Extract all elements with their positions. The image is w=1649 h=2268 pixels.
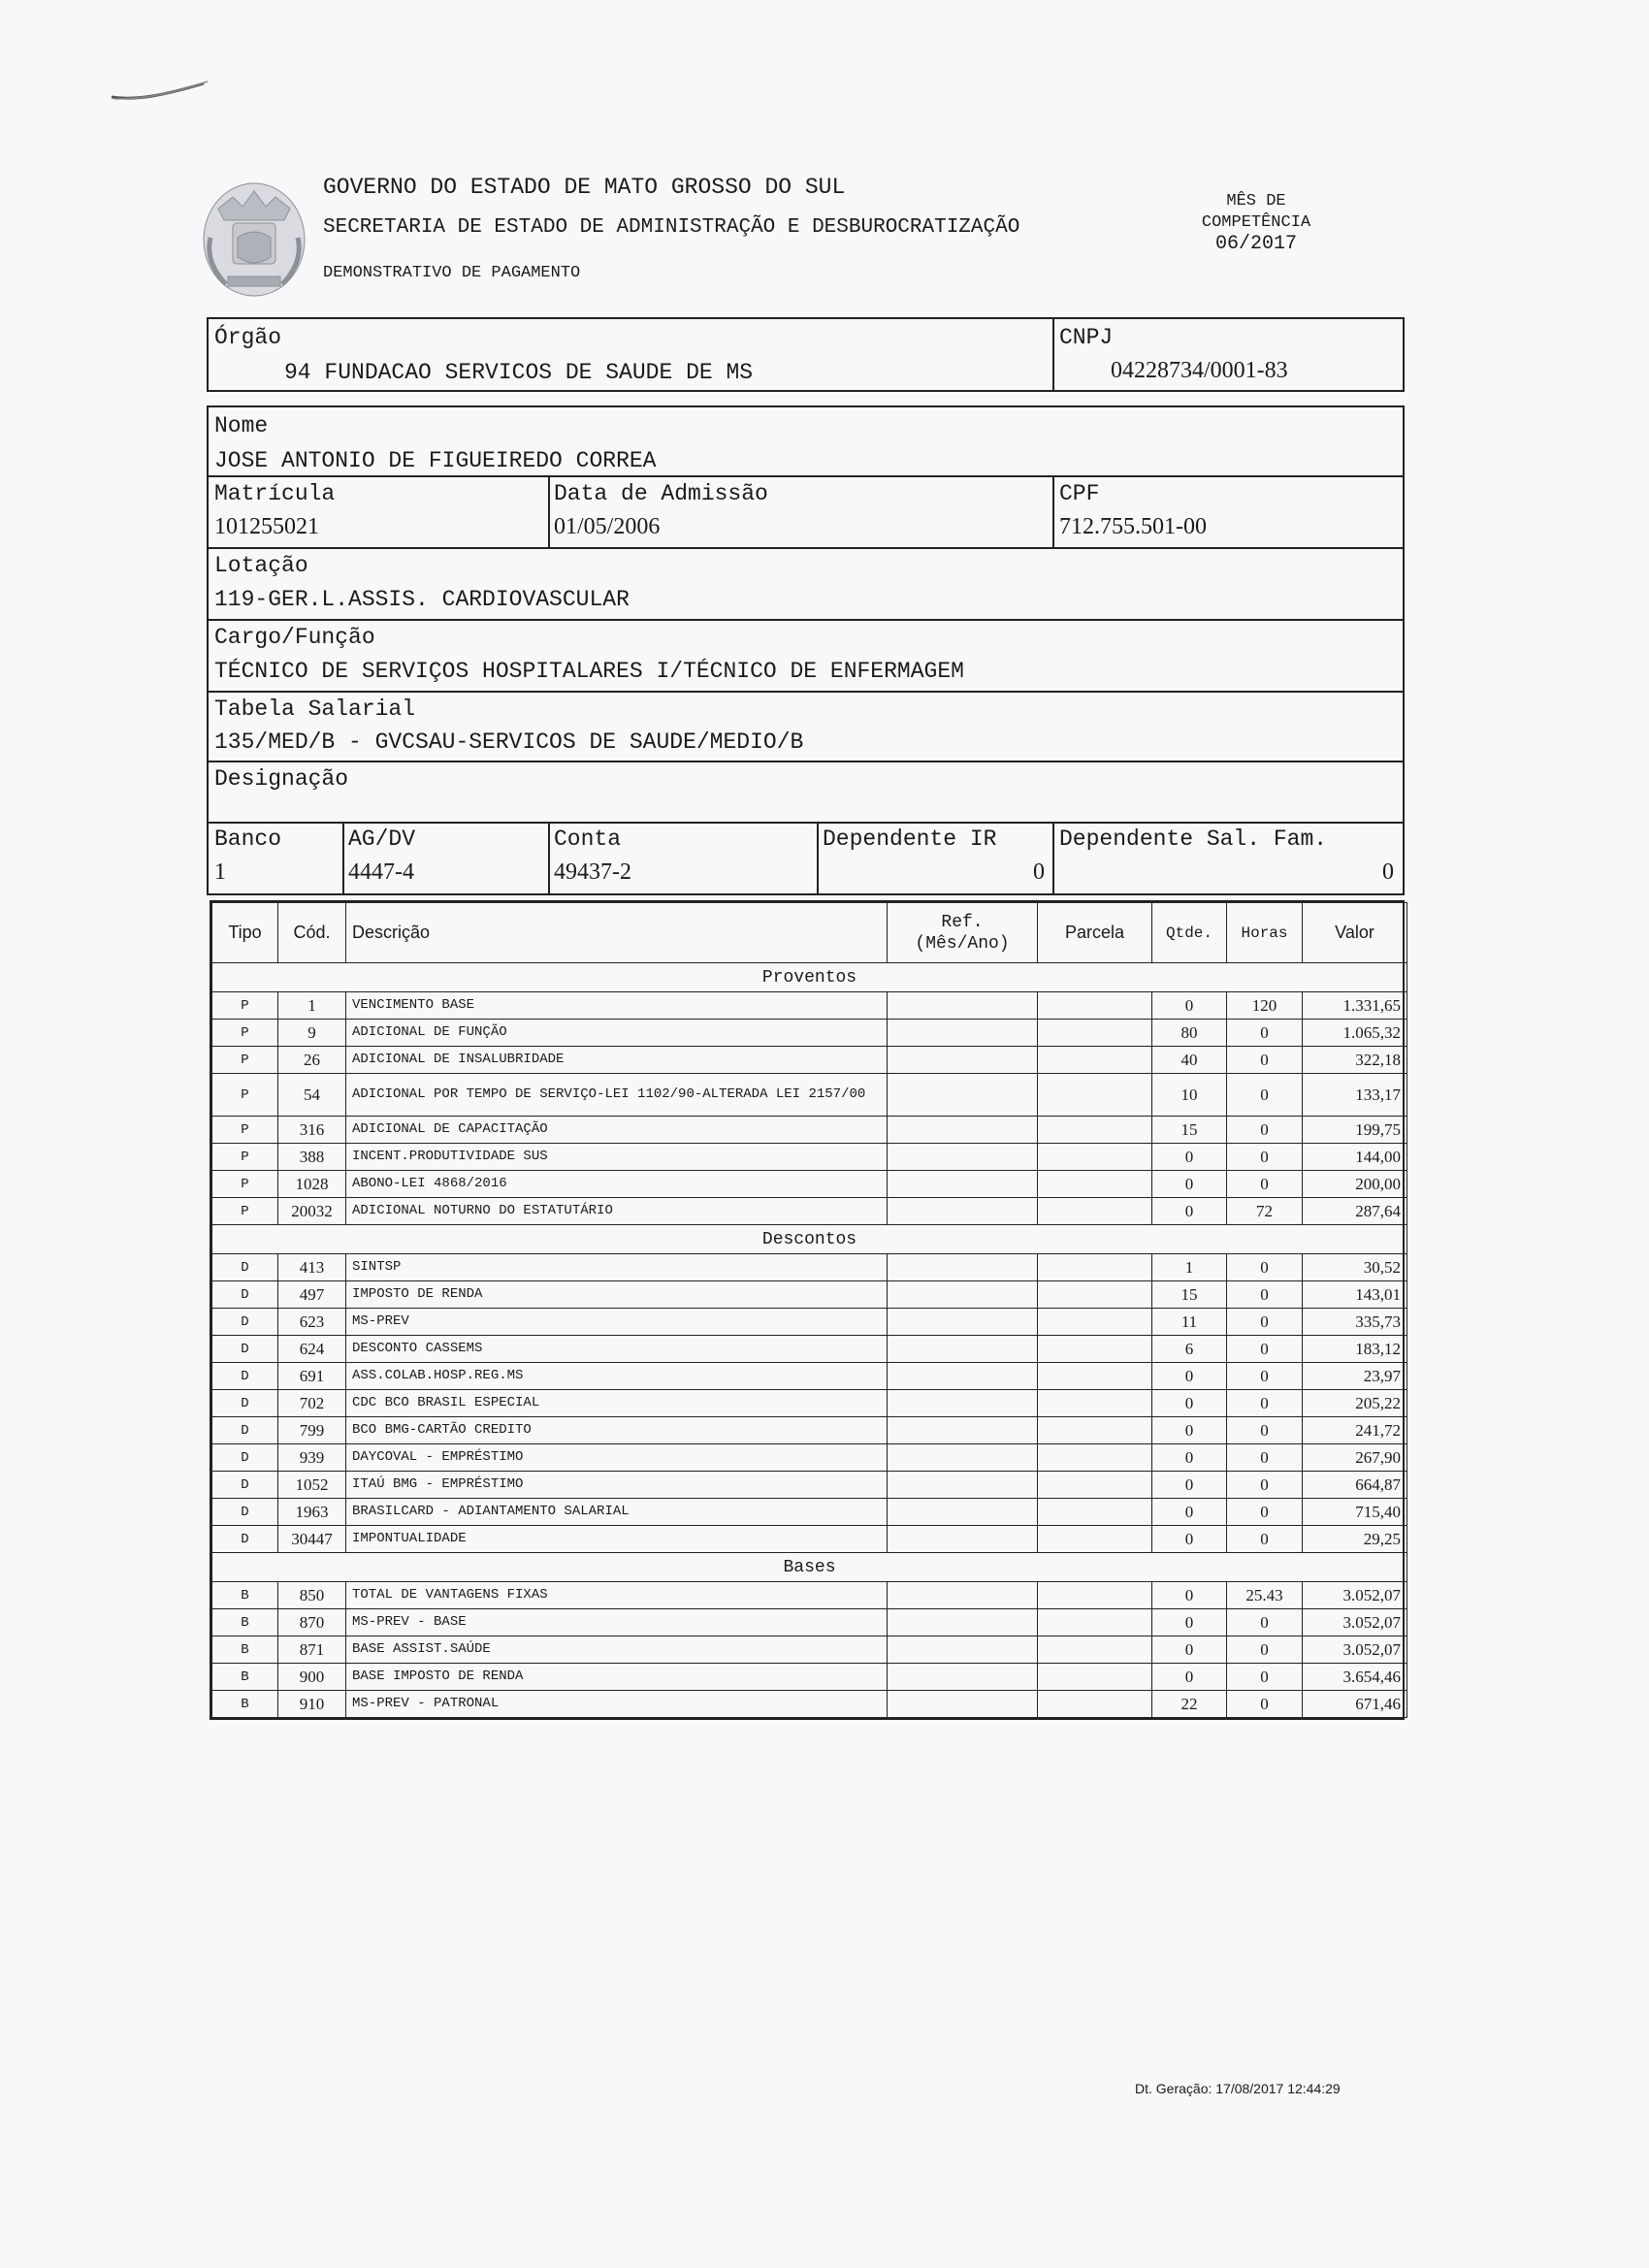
- cell-ref: [888, 1117, 1038, 1144]
- generation-date: Dt. Geração: 17/08/2017 12:44:29: [1135, 2081, 1341, 2096]
- col-parcela: Parcela: [1038, 903, 1152, 963]
- cell-qtde: 0: [1152, 1390, 1227, 1417]
- banco-value: 1: [214, 859, 226, 885]
- cell-parcela: [1038, 1117, 1152, 1144]
- cell-tipo: P: [212, 1171, 278, 1198]
- cell-valor: 1.331,65: [1303, 992, 1407, 1020]
- cell-horas: 0: [1227, 1020, 1303, 1047]
- cell-cod: 1052: [278, 1472, 346, 1499]
- competencia-label-1: MÊS DE: [1226, 192, 1286, 211]
- cell-desc: ITAÚ BMG - EMPRÉSTIMO: [346, 1472, 888, 1499]
- cell-ref: [888, 1363, 1038, 1390]
- col-ref: [888, 903, 1038, 963]
- cell-ref: [888, 1336, 1038, 1363]
- cell-desc: BRASILCARD - ADIANTAMENTO SALARIAL: [346, 1499, 888, 1526]
- cell-qtde: 0: [1152, 1526, 1227, 1553]
- table-row: [212, 1363, 1407, 1390]
- cell-cod: 870: [278, 1609, 346, 1636]
- cell-valor: 30,52: [1303, 1254, 1407, 1281]
- cell-cod: 26: [278, 1047, 346, 1074]
- table-row: [212, 1526, 1407, 1553]
- cell-tipo: P: [212, 992, 278, 1020]
- cell-parcela: [1038, 1390, 1152, 1417]
- cell-tipo: B: [212, 1636, 278, 1664]
- cell-valor: 199,75: [1303, 1117, 1407, 1144]
- lotacao-label: Lotação: [214, 553, 308, 578]
- section-title: Bases: [212, 1553, 1407, 1582]
- cell-valor: 241,72: [1303, 1417, 1407, 1444]
- cell-tipo: D: [212, 1526, 278, 1553]
- cell-valor: 3.052,07: [1303, 1582, 1407, 1609]
- section-header: [212, 963, 1407, 992]
- cell-horas: 25.43: [1227, 1582, 1303, 1609]
- cell-cod: 20032: [278, 1198, 346, 1225]
- table-row: [212, 1254, 1407, 1281]
- cell-parcela: [1038, 1363, 1152, 1390]
- cell-horas: 0: [1227, 1309, 1303, 1336]
- cell-parcela: [1038, 1636, 1152, 1664]
- dep-ir-label: Dependente IR: [823, 826, 997, 852]
- table-row: [212, 1309, 1407, 1336]
- designacao-label: Designação: [214, 766, 349, 792]
- cell-desc: IMPOSTO DE RENDA: [346, 1281, 888, 1309]
- cell-horas: 120: [1227, 992, 1303, 1020]
- cell-cod: 850: [278, 1582, 346, 1609]
- cell-parcela: [1038, 1074, 1152, 1117]
- competencia-label-2: COMPETÊNCIA: [1201, 213, 1311, 232]
- cell-horas: 0: [1227, 1417, 1303, 1444]
- cell-qtde: 0: [1152, 1417, 1227, 1444]
- cell-qtde: 40: [1152, 1047, 1227, 1074]
- table-row: [212, 1074, 1407, 1117]
- cell-tipo: D: [212, 1363, 278, 1390]
- cell-horas: 0: [1227, 1499, 1303, 1526]
- cell-horas: 0: [1227, 1117, 1303, 1144]
- cell-parcela: [1038, 1444, 1152, 1472]
- table-row: [212, 1390, 1407, 1417]
- tabela-label: Tabela Salarial: [214, 697, 416, 722]
- table-row: [212, 1609, 1407, 1636]
- cell-horas: 0: [1227, 1254, 1303, 1281]
- cargo-label: Cargo/Função: [214, 625, 375, 650]
- admissao-label: Data de Admissão: [554, 481, 768, 506]
- cell-cod: 691: [278, 1363, 346, 1390]
- dep-ir-value: 0: [1033, 859, 1045, 885]
- cell-qtde: 15: [1152, 1281, 1227, 1309]
- cell-horas: 0: [1227, 1526, 1303, 1553]
- cargo-value: TÉCNICO DE SERVIÇOS HOSPITALARES I/TÉCNICO DE ENFERMAGEM: [214, 659, 964, 684]
- cell-valor: 23,97: [1303, 1363, 1407, 1390]
- cell-horas: 0: [1227, 1691, 1303, 1718]
- cell-cod: 939: [278, 1444, 346, 1472]
- cell-parcela: [1038, 1582, 1152, 1609]
- cell-valor: 664,87: [1303, 1472, 1407, 1499]
- orgao-value: 94 FUNDACAO SERVICOS DE SAUDE DE MS: [284, 360, 754, 385]
- payment-table: [210, 900, 1405, 1720]
- table-row: [212, 992, 1407, 1020]
- table-row: [212, 1171, 1407, 1198]
- cell-qtde: 22: [1152, 1691, 1227, 1718]
- table-row: [212, 1664, 1407, 1691]
- conta-label: Conta: [554, 826, 622, 852]
- agdv-label: AG/DV: [348, 826, 416, 852]
- cell-ref: [888, 1691, 1038, 1718]
- cell-qtde: 0: [1152, 1664, 1227, 1691]
- tabela-value: 135/MED/B - GVCSAU-SERVICOS DE SAUDE/MEDIO/B: [214, 729, 804, 755]
- table-row: [212, 1499, 1407, 1526]
- cell-desc: DESCONTO CASSEMS: [346, 1336, 888, 1363]
- cell-cod: 1963: [278, 1499, 346, 1526]
- cell-cod: 623: [278, 1309, 346, 1336]
- cell-cod: 9: [278, 1020, 346, 1047]
- cell-valor: 143,01: [1303, 1281, 1407, 1309]
- cell-desc: ABONO-LEI 4868/2016: [346, 1171, 888, 1198]
- cell-ref: [888, 1609, 1038, 1636]
- cell-ref: [888, 1020, 1038, 1047]
- cell-horas: 0: [1227, 1444, 1303, 1472]
- cell-cod: 413: [278, 1254, 346, 1281]
- cell-qtde: 0: [1152, 992, 1227, 1020]
- cell-desc: INCENT.PRODUTIVIDADE SUS: [346, 1144, 888, 1171]
- cell-parcela: [1038, 1609, 1152, 1636]
- cell-tipo: B: [212, 1609, 278, 1636]
- cell-desc: BCO BMG-CARTÃO CREDITO: [346, 1417, 888, 1444]
- cell-desc: MS-PREV - BASE: [346, 1609, 888, 1636]
- cell-desc: ADICIONAL DE CAPACITAÇÃO: [346, 1117, 888, 1144]
- cell-tipo: D: [212, 1254, 278, 1281]
- cell-tipo: B: [212, 1664, 278, 1691]
- cell-cod: 900: [278, 1664, 346, 1691]
- cell-qtde: 0: [1152, 1171, 1227, 1198]
- nome-value: JOSE ANTONIO DE FIGUEIREDO CORREA: [214, 448, 657, 473]
- cell-ref: [888, 1198, 1038, 1225]
- cell-ref: [888, 1417, 1038, 1444]
- table-row: [212, 1582, 1407, 1609]
- cell-horas: 0: [1227, 1047, 1303, 1074]
- cell-parcela: [1038, 1664, 1152, 1691]
- cell-desc: ADICIONAL POR TEMPO DE SERVIÇO-LEI 1102/90-ALTERADA LEI 2157/00: [346, 1074, 888, 1117]
- col-ref-2: (Mês/Ano): [915, 933, 1010, 954]
- cell-valor: 144,00: [1303, 1144, 1407, 1171]
- col-cod: Cód.: [278, 903, 346, 963]
- cell-parcela: [1038, 1254, 1152, 1281]
- cell-valor: 1.065,32: [1303, 1020, 1407, 1047]
- cpf-label: CPF: [1059, 481, 1100, 506]
- cell-ref: [888, 1526, 1038, 1553]
- cell-qtde: 10: [1152, 1074, 1227, 1117]
- cell-horas: 0: [1227, 1472, 1303, 1499]
- section-header: [212, 1225, 1407, 1254]
- cell-qtde: 6: [1152, 1336, 1227, 1363]
- cell-qtde: 0: [1152, 1499, 1227, 1526]
- cell-qtde: 0: [1152, 1144, 1227, 1171]
- cell-qtde: 0: [1152, 1198, 1227, 1225]
- cell-desc: ADICIONAL DE FUNÇÃO: [346, 1020, 888, 1047]
- cell-cod: 799: [278, 1417, 346, 1444]
- table-header: [212, 903, 1407, 963]
- cell-valor: 267,90: [1303, 1444, 1407, 1472]
- cell-desc: ADICIONAL NOTURNO DO ESTATUTÁRIO: [346, 1198, 888, 1225]
- cell-cod: 1: [278, 992, 346, 1020]
- col-desc: Descrição: [346, 903, 888, 963]
- matricula-value: 101255021: [214, 514, 319, 539]
- cell-ref: [888, 1472, 1038, 1499]
- cpf-value: 712.755.501-00: [1059, 514, 1207, 539]
- cell-valor: 3.654,46: [1303, 1664, 1407, 1691]
- cell-qtde: 1: [1152, 1254, 1227, 1281]
- cell-qtde: 15: [1152, 1117, 1227, 1144]
- cell-qtde: 0: [1152, 1609, 1227, 1636]
- cell-horas: 0: [1227, 1363, 1303, 1390]
- cell-desc: BASE IMPOSTO DE RENDA: [346, 1664, 888, 1691]
- cell-tipo: P: [212, 1198, 278, 1225]
- cell-desc: BASE ASSIST.SAÚDE: [346, 1636, 888, 1664]
- cell-ref: [888, 1444, 1038, 1472]
- table-row: [212, 1472, 1407, 1499]
- cell-tipo: D: [212, 1309, 278, 1336]
- competencia-block: [1159, 191, 1353, 255]
- cell-desc: CDC BCO BRASIL ESPECIAL: [346, 1390, 888, 1417]
- cell-desc: MS-PREV: [346, 1309, 888, 1336]
- cell-cod: 910: [278, 1691, 346, 1718]
- orgao-label: Órgão: [214, 325, 282, 350]
- dep-sf-value: 0: [1382, 859, 1394, 885]
- cell-ref: [888, 1047, 1038, 1074]
- cell-horas: 0: [1227, 1609, 1303, 1636]
- table-row: [212, 1636, 1407, 1664]
- pen-mark: [107, 76, 213, 105]
- cell-tipo: D: [212, 1472, 278, 1499]
- cell-ref: [888, 1171, 1038, 1198]
- cell-horas: 72: [1227, 1198, 1303, 1225]
- cell-ref: [888, 1074, 1038, 1117]
- cell-horas: 0: [1227, 1281, 1303, 1309]
- cell-cod: 497: [278, 1281, 346, 1309]
- cell-cod: 388: [278, 1144, 346, 1171]
- table-row: [212, 1117, 1407, 1144]
- cell-tipo: P: [212, 1074, 278, 1117]
- cell-valor: 715,40: [1303, 1499, 1407, 1526]
- col-tipo: Tipo: [212, 903, 278, 963]
- cell-tipo: P: [212, 1047, 278, 1074]
- cell-cod: 316: [278, 1117, 346, 1144]
- cell-horas: 0: [1227, 1390, 1303, 1417]
- cell-parcela: [1038, 1336, 1152, 1363]
- nome-label: Nome: [214, 413, 269, 438]
- col-horas: Horas: [1227, 903, 1303, 963]
- table-row: [212, 1144, 1407, 1171]
- cell-tipo: D: [212, 1444, 278, 1472]
- cell-tipo: P: [212, 1144, 278, 1171]
- cell-tipo: B: [212, 1691, 278, 1718]
- dep-sf-label: Dependente Sal. Fam.: [1059, 826, 1328, 852]
- cell-tipo: B: [212, 1582, 278, 1609]
- table-row: [212, 1444, 1407, 1472]
- cell-valor: 133,17: [1303, 1074, 1407, 1117]
- cell-desc: ASS.COLAB.HOSP.REG.MS: [346, 1363, 888, 1390]
- cell-tipo: D: [212, 1336, 278, 1363]
- table-row: [212, 1047, 1407, 1074]
- cell-qtde: 0: [1152, 1636, 1227, 1664]
- table-row: [212, 1417, 1407, 1444]
- section-title: Proventos: [212, 963, 1407, 992]
- cell-parcela: [1038, 1499, 1152, 1526]
- cell-valor: 29,25: [1303, 1526, 1407, 1553]
- table-row: [212, 1336, 1407, 1363]
- cell-qtde: 11: [1152, 1309, 1227, 1336]
- cell-valor: 322,18: [1303, 1047, 1407, 1074]
- cell-parcela: [1038, 1309, 1152, 1336]
- table-row: [212, 1198, 1407, 1225]
- cell-ref: [888, 1582, 1038, 1609]
- cell-parcela: [1038, 1526, 1152, 1553]
- cell-cod: 702: [278, 1390, 346, 1417]
- cell-desc: IMPONTUALIDADE: [346, 1526, 888, 1553]
- cell-tipo: D: [212, 1499, 278, 1526]
- cell-cod: 1028: [278, 1171, 346, 1198]
- section-header: [212, 1553, 1407, 1582]
- cell-desc: VENCIMENTO BASE: [346, 992, 888, 1020]
- orgao-box: [207, 317, 1405, 392]
- cell-valor: 287,64: [1303, 1198, 1407, 1225]
- cell-ref: [888, 1309, 1038, 1336]
- cell-parcela: [1038, 1281, 1152, 1309]
- table-row: [212, 1691, 1407, 1718]
- cell-tipo: D: [212, 1281, 278, 1309]
- header-government: GOVERNO DO ESTADO DE MATO GROSSO DO SUL: [323, 175, 846, 200]
- header-document-type: DEMONSTRATIVO DE PAGAMENTO: [323, 264, 581, 282]
- cell-valor: 200,00: [1303, 1171, 1407, 1198]
- banco-label: Banco: [214, 826, 282, 852]
- table-row: [212, 1281, 1407, 1309]
- cell-tipo: D: [212, 1390, 278, 1417]
- cell-horas: 0: [1227, 1336, 1303, 1363]
- cell-ref: [888, 1636, 1038, 1664]
- cell-parcela: [1038, 1417, 1152, 1444]
- cell-parcela: [1038, 1144, 1152, 1171]
- cell-qtde: 0: [1152, 1472, 1227, 1499]
- cell-parcela: [1038, 1047, 1152, 1074]
- cell-tipo: P: [212, 1020, 278, 1047]
- cell-ref: [888, 1144, 1038, 1171]
- cell-qtde: 0: [1152, 1582, 1227, 1609]
- cell-horas: 0: [1227, 1636, 1303, 1664]
- cell-qtde: 80: [1152, 1020, 1227, 1047]
- cell-cod: 871: [278, 1636, 346, 1664]
- header-secretariat: SECRETARIA DE ESTADO DE ADMINISTRAÇÃO E DESBUROCRATIZAÇÃO: [323, 216, 1020, 239]
- cell-desc: TOTAL DE VANTAGENS FIXAS: [346, 1582, 888, 1609]
- cell-horas: 0: [1227, 1171, 1303, 1198]
- table-row: [212, 1020, 1407, 1047]
- cell-valor: 205,22: [1303, 1390, 1407, 1417]
- state-crest-icon: [199, 179, 310, 301]
- admissao-value: 01/05/2006: [554, 514, 661, 539]
- cell-parcela: [1038, 992, 1152, 1020]
- cell-ref: [888, 1664, 1038, 1691]
- cell-horas: 0: [1227, 1074, 1303, 1117]
- lotacao-value: 119-GER.L.ASSIS. CARDIOVASCULAR: [214, 587, 630, 612]
- cell-valor: 671,46: [1303, 1691, 1407, 1718]
- cell-ref: [888, 1281, 1038, 1309]
- cell-desc: MS-PREV - PATRONAL: [346, 1691, 888, 1718]
- matricula-label: Matrícula: [214, 481, 336, 506]
- cell-parcela: [1038, 1020, 1152, 1047]
- cell-tipo: D: [212, 1417, 278, 1444]
- cell-cod: 624: [278, 1336, 346, 1363]
- cell-desc: DAYCOVAL - EMPRÉSTIMO: [346, 1444, 888, 1472]
- cnpj-label: CNPJ: [1059, 325, 1114, 350]
- cell-valor: 3.052,07: [1303, 1609, 1407, 1636]
- cell-qtde: 0: [1152, 1363, 1227, 1390]
- cell-valor: 3.052,07: [1303, 1636, 1407, 1664]
- cnpj-value: 04228734/0001-83: [1111, 358, 1288, 383]
- col-qtde: Qtde.: [1152, 903, 1227, 963]
- cell-ref: [888, 1254, 1038, 1281]
- col-valor: Valor: [1303, 903, 1407, 963]
- cell-valor: 183,12: [1303, 1336, 1407, 1363]
- cell-valor: 335,73: [1303, 1309, 1407, 1336]
- cell-parcela: [1038, 1171, 1152, 1198]
- cell-horas: 0: [1227, 1144, 1303, 1171]
- cell-horas: 0: [1227, 1664, 1303, 1691]
- cell-parcela: [1038, 1691, 1152, 1718]
- section-title: Descontos: [212, 1225, 1407, 1254]
- cell-ref: [888, 1390, 1038, 1417]
- cell-ref: [888, 1499, 1038, 1526]
- cell-parcela: [1038, 1472, 1152, 1499]
- competencia-value: 06/2017: [1214, 233, 1297, 255]
- col-ref-1: Ref.: [941, 912, 984, 932]
- cell-desc: SINTSP: [346, 1254, 888, 1281]
- servidor-box: [207, 405, 1405, 895]
- cell-parcela: [1038, 1198, 1152, 1225]
- agdv-value: 4447-4: [348, 859, 414, 885]
- cell-cod: 54: [278, 1074, 346, 1117]
- cell-ref: [888, 992, 1038, 1020]
- conta-value: 49437-2: [554, 859, 631, 885]
- cell-cod: 30447: [278, 1526, 346, 1553]
- cell-tipo: P: [212, 1117, 278, 1144]
- cell-desc: ADICIONAL DE INSALUBRIDADE: [346, 1047, 888, 1074]
- cell-qtde: 0: [1152, 1444, 1227, 1472]
